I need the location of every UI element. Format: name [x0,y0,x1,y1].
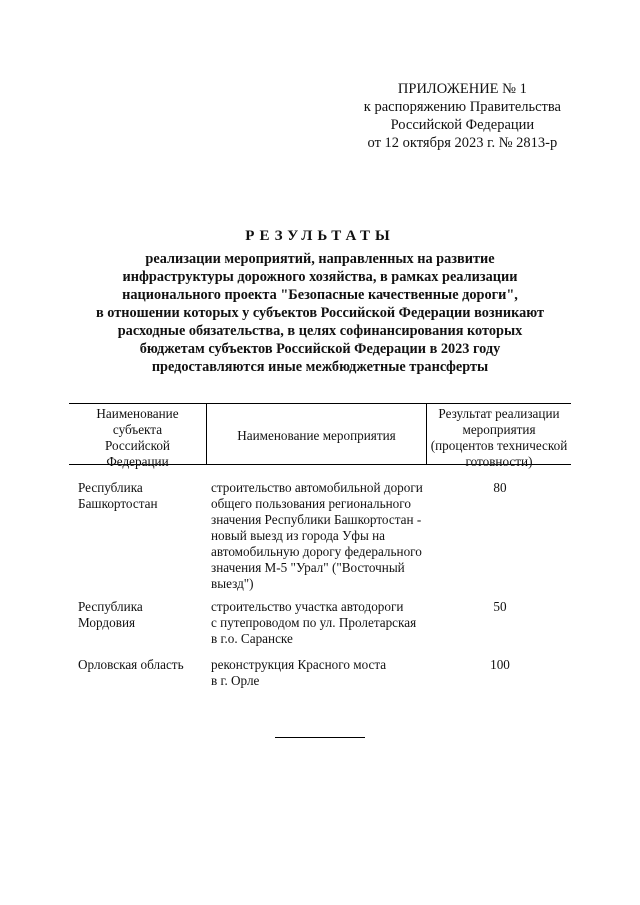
subtitle-line: бюджетам субъектов Российской Федерации в 2023 году [139,341,501,357]
table-row-result: 100 [490,657,510,672]
table-row-event: строительство автомобильной дороги общего пользования регионального значения Республики Башкортостан - новый выезд из города Уфы на автомобильную дорогу федерального значения М-5 "Урал" ("Восточный выезд") [211,480,423,591]
appendix-title: ПРИЛОЖЕНИЕ № 1 [397,81,527,97]
end-separator-line [275,737,365,738]
subtitle-line: реализации мероприятий, направленных на развитие [145,251,495,267]
appendix-line: к распоряжению Правительства [363,99,561,115]
subtitle-line: в отношении которых у субъектов Российской Федерации возникают [95,305,545,321]
table-row-subject: Орловская область [78,657,184,672]
header-subject: Наименование субъекта Российской Федерации [96,406,179,469]
appendix-block [364,80,561,152]
appendix-line: Российской Федерации [390,117,535,133]
table-row-event: реконструкция Красного моста в г. Орле [211,657,387,688]
subtitle-line: расходные обязательства, в целях софинансирования которых [117,323,523,339]
document-title: РЕЗУЛЬТАТЫ [245,228,395,244]
subtitle-line: национального проекта "Безопасные качественные дороги", [122,287,518,303]
table-row-subject: Республика Башкортостан [78,480,158,511]
table-row-event: строительство участка автодороги с путепроводом по ул. Пролетарская в г.о. Саранске [211,599,417,646]
appendix-date: от 12 октября 2023 г. № 2813-р [367,135,558,151]
header-result: Результат реализации мероприятия (процентов технической готовности) [430,406,568,469]
table-row-result: 50 [493,599,507,614]
table-top-border [69,403,571,404]
document-subtitle [40,250,600,376]
header-event: Наименование мероприятия [237,428,396,443]
subtitle-line: предоставляются иные межбюджетные трансферты [151,359,489,375]
table-row-result: 80 [493,480,507,495]
table-row-subject: Республика Мордовия [78,599,143,630]
subtitle-line: инфраструктуры дорожного хозяйства, в рамках реализации [122,269,518,285]
